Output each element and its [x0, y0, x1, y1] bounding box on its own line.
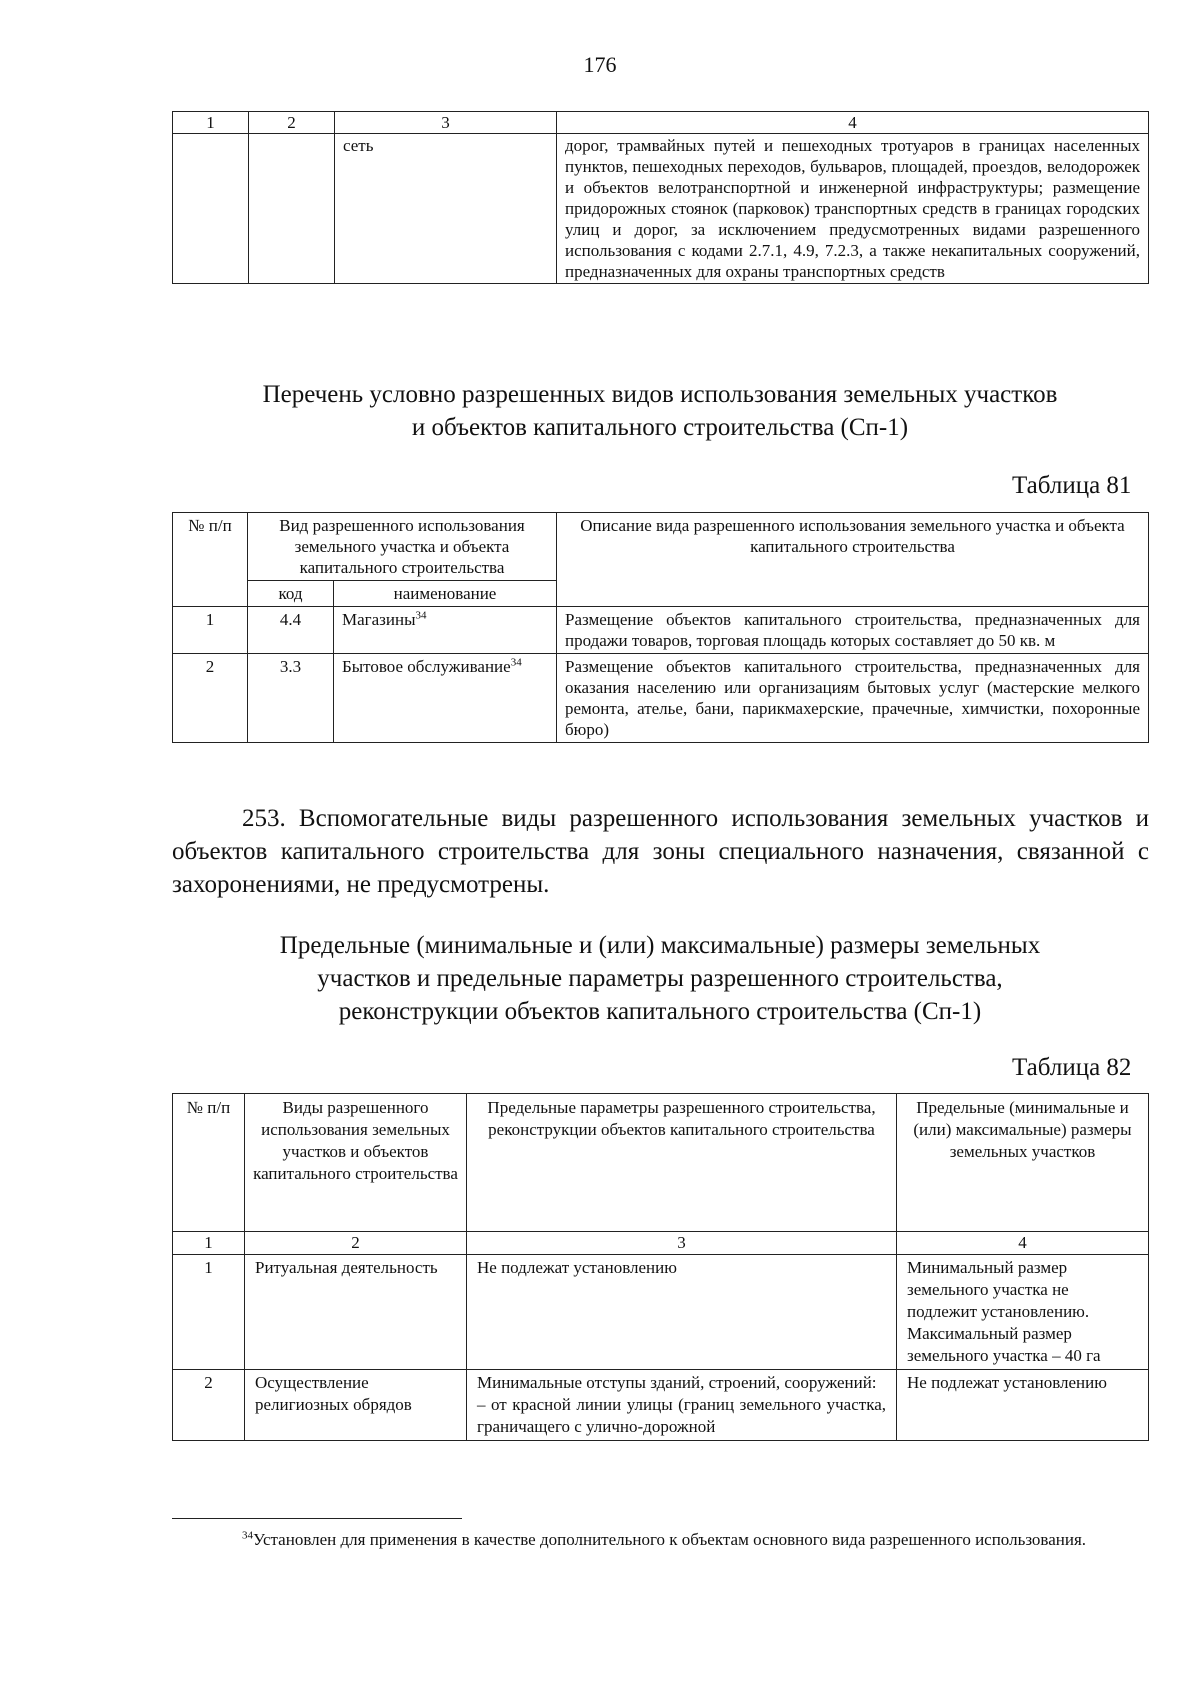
- table82-label: Таблица 82: [1012, 1054, 1132, 1081]
- header-code: код: [248, 581, 334, 607]
- table-row: [173, 654, 1149, 743]
- row-type: Осуществление религиозных обрядов: [245, 1370, 467, 1441]
- column-number-3: 3: [335, 112, 557, 134]
- header-description: Описание вида разрешенного использования земельного участка и объекта капитального строительства: [557, 513, 1149, 607]
- column-number-row: [173, 1232, 1149, 1255]
- row-number: [173, 134, 249, 284]
- table-82: [172, 1093, 1149, 1441]
- sizes-line: Максимальный размер земельного участка – 40 га: [907, 1324, 1101, 1365]
- params-line: Минимальные отступы зданий, строений, сооружений:: [477, 1373, 877, 1392]
- row-name: сеть: [335, 134, 557, 284]
- column-number-1: 1: [173, 1232, 245, 1255]
- row-type: Ритуальная деятельность: [245, 1255, 467, 1370]
- row-params: Не подлежат установлению: [467, 1255, 897, 1370]
- column-number-2: 2: [245, 1232, 467, 1255]
- heading-line: Предельные (минимальные и (или) максимальные) размеры земельных: [279, 932, 1041, 959]
- table-row: [173, 134, 1149, 284]
- heading-line: участков и предельные параметры разрешенного строительства,: [317, 965, 1003, 992]
- table-header-row: [173, 513, 1149, 581]
- column-number-1: 1: [173, 112, 249, 134]
- column-number-4: 4: [557, 112, 1149, 134]
- params-line: – от красной линии улицы (границ земельного участка, граничащего с улично-дорожной: [477, 1395, 886, 1436]
- header-sizes: Предельные (минимальные и (или) максимальные) размеры земельных участков: [897, 1094, 1149, 1232]
- heading-line: и объектов капитального строительства (Сп-1): [411, 414, 909, 441]
- row-code: 4.4: [248, 607, 334, 654]
- header-type: Вид разрешенного использования земельного участка и объекта капитального строительства: [248, 513, 557, 581]
- header-type: Виды разрешенного использования земельных участков и объектов капитального строительства: [245, 1094, 467, 1232]
- footnote-text: Установлен для применения в качестве дополнительного к объектам основного вида разрешенного использования.: [253, 1530, 1087, 1549]
- paragraph-253: 253. Вспомогательные виды разрешенного использования земельных участков и объектов капитального строительства для зоны специального назначения, связанной с захоронениями, не предусмотрены.: [172, 805, 1149, 898]
- table-row: [173, 1370, 1149, 1441]
- header-number: № п/п: [173, 513, 248, 607]
- page-number: 176: [583, 52, 617, 77]
- row-code: [249, 134, 335, 284]
- row-number: 1: [173, 1255, 245, 1370]
- row-params: [467, 1370, 897, 1441]
- row-number: 2: [173, 654, 248, 743]
- heading-line: реконструкции объектов капитального строительства (Сп-1): [338, 998, 982, 1025]
- header-params: Предельные параметры разрешенного строительства, реконструкции объектов капитального строительства: [467, 1094, 897, 1232]
- footnote-ref: 34: [415, 609, 427, 622]
- footnote: [172, 1528, 1149, 1551]
- column-number-3: 3: [467, 1232, 897, 1255]
- row-name: [334, 654, 557, 743]
- table-header-row: [173, 1094, 1149, 1232]
- table81-label: Таблица 81: [1012, 472, 1132, 499]
- row-sizes: [897, 1255, 1149, 1370]
- row-code: 3.3: [248, 654, 334, 743]
- heading-line: Перечень условно разрешенных видов использования земельных участков: [262, 381, 1058, 408]
- row-name-text: Бытовое обслуживание: [342, 657, 511, 676]
- table-row: [173, 607, 1149, 654]
- row-sizes: Не подлежат установлению: [897, 1370, 1149, 1441]
- footnote-mark: 34: [242, 1529, 253, 1542]
- header-name: наименование: [334, 581, 557, 607]
- table-header-row: [173, 112, 1149, 134]
- continuation-table: [172, 111, 1149, 284]
- row-number: 1: [173, 607, 248, 654]
- sizes-line: Минимальный размер земельного участка не подлежит установлению.: [907, 1258, 1090, 1321]
- table-row: [173, 1255, 1149, 1370]
- column-number-4: 4: [897, 1232, 1149, 1255]
- row-description: Размещение объектов капитального строительства, предназначенных для оказания населению или организациям бытовых услуг (мастерские мелкого ремонта, ателье, бани, парикмахерские, прачечные, химчистки, похоронные бюро): [557, 654, 1149, 743]
- header-number: № п/п: [173, 1094, 245, 1232]
- row-name-text: Магазины: [342, 610, 416, 629]
- row-number: 2: [173, 1370, 245, 1441]
- footnote-ref: 34: [510, 656, 522, 669]
- table82-heading: [160, 929, 1160, 1028]
- row-description: Размещение объектов капитального строительства, предназначенных для продажи товаров, торговая площадь которых составляет до 50 кв. м: [557, 607, 1149, 654]
- column-number-2: 2: [249, 112, 335, 134]
- table81-heading: [160, 378, 1160, 444]
- footnote-divider: [172, 1518, 462, 1519]
- row-name: [334, 607, 557, 654]
- row-description: дорог, трамвайных путей и пешеходных тротуаров в границах населенных пунктов, пешеходных переходов, бульваров, площадей, проездов, велодорожек и объектов велотранспортной и инженерной инфраструктуры; размещение придорожных стоянок (парковок) транспортных средств в границах городских улиц и дорог, за исключением предусмотренных видами разрешенного использования с кодами 2.7.1, 4.9, 7.2.3, а также некапитальных сооружений, предназначенных для охраны транспортных средств: [557, 134, 1149, 284]
- table-81: [172, 512, 1149, 743]
